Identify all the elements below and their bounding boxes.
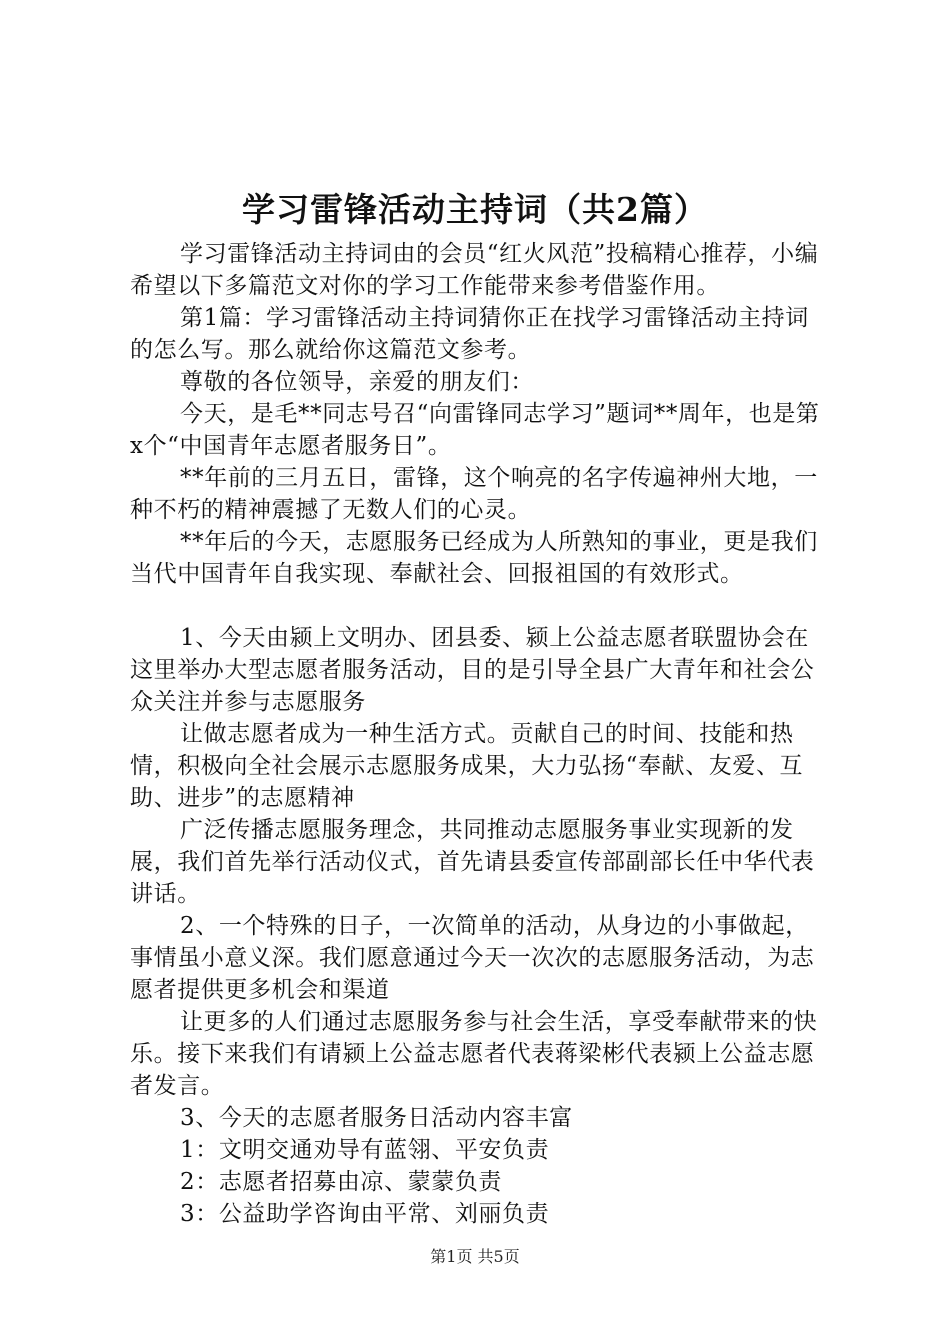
document-title: 学习雷锋活动主持词（共2篇） [242, 190, 708, 229]
document-body [130, 238, 830, 1230]
list-item: 2：志愿者招募由凉、蒙蒙负责 [180, 1169, 503, 1195]
paragraph: 1、今天由颍上文明办、团县委、颍上公益志愿者联盟协会在这里举办大型志愿者服务活动，目的是引导全县广大青年和社会公众关注并参与志愿服务 [130, 625, 815, 715]
page-footer: 第1页 共5页 [430, 1247, 520, 1266]
blank-line [130, 590, 830, 622]
list-item: 3：公益助学咨询由平常、刘丽负责 [180, 1201, 550, 1227]
paragraph: 尊敬的各位领导，亲爱的朋友们： [180, 369, 534, 395]
list-item: 1：文明交通劝导有蓝翎、平安负责 [180, 1137, 550, 1163]
paragraph: 第1篇：学习雷锋活动主持词猜你正在找学习雷锋活动主持词的怎么写。那么就给你这篇范文参考。 [130, 305, 809, 363]
paragraph: 今天，是毛**同志号召“向雷锋同志学习”题词**周年，也是第x个“中国青年志愿者服务日”。 [130, 401, 820, 459]
paragraph: **年前的三月五日，雷锋，这个响亮的名字传遍神州大地，一种不朽的精神震撼了无数人们的心灵。 [130, 465, 818, 523]
paragraph: 广泛传播志愿服务理念，共同推动志愿服务事业实现新的发展，我们首先举行活动仪式，首先请县委宣传部副部长任中华代表讲话。 [130, 817, 815, 907]
paragraph: **年后的今天，志愿服务已经成为人所熟知的事业，更是我们当代中国青年自我实现、奉献社会、回报祖国的有效形式。 [130, 529, 818, 587]
paragraph: 学习雷锋活动主持词由的会员“红火风范”投稿精心推荐，小编希望以下多篇范文对你的学习工作能带来参考借鉴作用。 [130, 241, 819, 299]
paragraph: 3、今天的志愿者服务日活动内容丰富 [180, 1105, 573, 1131]
paragraph: 让更多的人们通过志愿服务参与社会生活，享受奉献带来的快乐。接下来我们有请颍上公益志愿者代表蒋梁彬代表颍上公益志愿者发言。 [130, 1009, 818, 1099]
paragraph: 2、一个特殊的日子，一次简单的活动，从身边的小事做起，事情虽小意义深。我们愿意通过今天一次次的志愿服务活动，为志愿者提供更多机会和渠道 [130, 913, 815, 1003]
paragraph: 让做志愿者成为一种生活方式。贡献自己的时间、技能和热情，积极向全社会展示志愿服务成果，大力弘扬“奉献、友爱、互助、进步”的志愿精神 [130, 721, 804, 811]
